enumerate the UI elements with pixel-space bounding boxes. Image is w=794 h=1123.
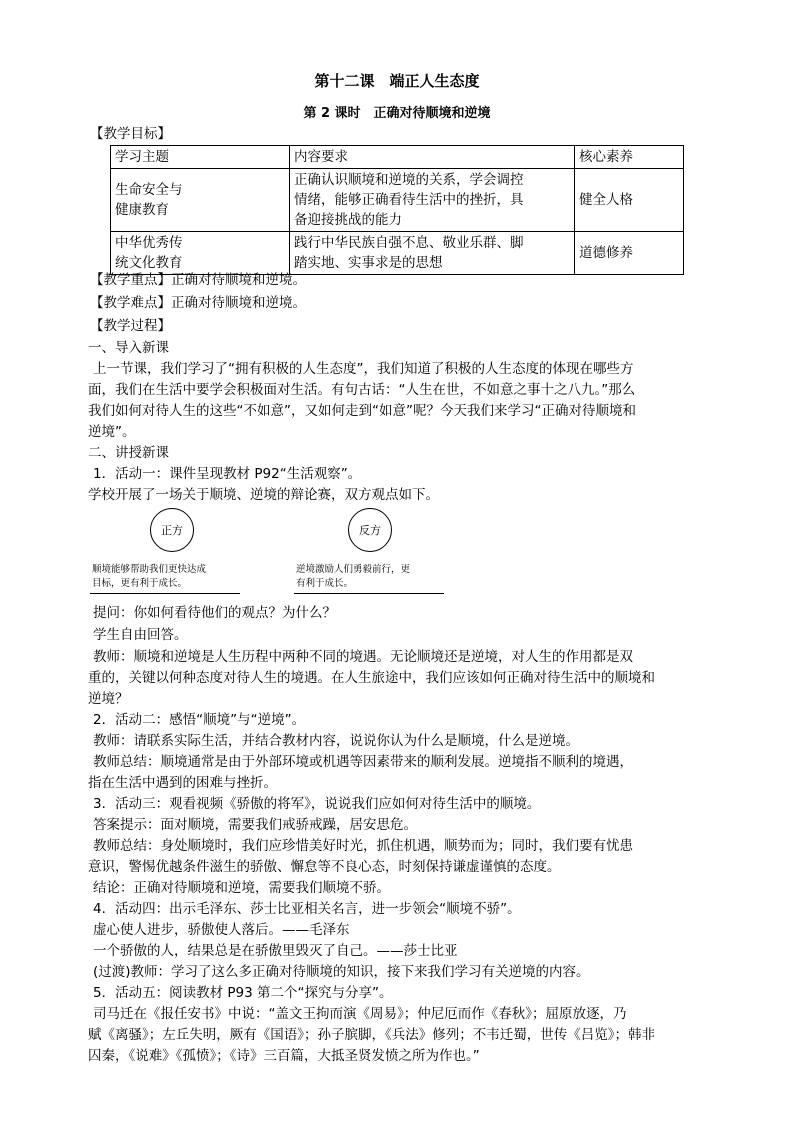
paragraph-line: 学校开展了一场关于顺境、逆境的辩论赛，双方观点如下。 — [88, 487, 439, 503]
quote-line: 一个骄傲的人，结果总是在骄傲里毁灭了自己。——莎士比亚 — [93, 943, 458, 959]
paragraph-line: 司马迁在《报任安书》中说：“盖文王拘而演《周易》；仲尼厄而作《春秋》；屈原放逐，乃 — [93, 1006, 627, 1022]
paragraph-line: 囚秦，《说难》《孤愤》；《诗》三百篇，大抵圣贤发愤之所为作也。” — [88, 1048, 480, 1064]
paragraph-line: 逆境？ — [88, 691, 129, 707]
paragraph-line: (过渡)教师：学习了这么多正确对待顺境的知识，接下来我们学习有关逆境的内容。 — [93, 964, 590, 980]
con-quote-line: 有利于成长。 — [296, 578, 354, 589]
table-row — [111, 232, 684, 275]
lesson-title: 第十二课 端正人生态度 — [314, 72, 480, 90]
pro-quote-rule — [90, 593, 240, 594]
activity-title: 4．活动四：出示毛泽东、莎士比亚相关名言，进一步领会“顺境不骄”。 — [93, 901, 521, 917]
table-header-cell: 内容要求 — [290, 146, 575, 169]
key-point: 【教学重点】正确对待顺境和逆境。 — [90, 272, 306, 288]
con-side-circle: 反方 — [348, 508, 392, 552]
pro-quote-line: 目标，更有利于成长。 — [92, 578, 188, 589]
table-cell-content — [290, 169, 575, 232]
paragraph-line: 提问：你如何看待他们的观点？为什么？ — [93, 605, 336, 621]
table-header-cell: 学习主题 — [111, 146, 290, 169]
paragraph-line: 学生自由回答。 — [93, 627, 188, 643]
objectives-heading: 【教学目标】 — [90, 126, 171, 142]
table-cell-content — [290, 232, 575, 275]
activity-title: 1．活动一：课件呈现教材 P92“生活观察”。 — [93, 466, 362, 482]
pro-side-circle: 正方 — [150, 508, 194, 552]
cell-line: 备迎接挑战的能力 — [294, 212, 402, 228]
section-heading: 一、导入新课 — [88, 340, 169, 356]
paragraph-line: 教师：请联系实际生活，并结合教材内容，说说你认为什么是顺境，什么是逆境。 — [93, 733, 579, 749]
con-quote-rule — [294, 593, 444, 594]
difficulty: 【教学难点】正确对待顺境和逆境。 — [90, 295, 306, 311]
paragraph-line: 重的，关键以何种态度对待人生的境遇。在人生旅途中，我们应该如何正确对待生活中的顺境和 — [88, 670, 655, 686]
paragraph-line: 面，我们在生活中要学会积极面对生活。有句古话：“人生在世，不如意之事十之八九。”那么 — [88, 382, 636, 398]
table-header-row — [111, 146, 684, 169]
paragraph-line: 我们如何对待人生的这些“不如意”，又如何走到“如意”呢？今天我们来学习“正确对待顺境和 — [88, 403, 636, 419]
paragraph-line: 答案提示：面对顺境，需要我们戒骄戒躁，居安思危。 — [93, 817, 417, 833]
table-cell-literacy: 健全人格 — [575, 169, 684, 232]
paragraph-line: 教师总结：顺境通常是由于外部环境或机遇等因素带来的顺利发展。逆境指不顺利的境遇， — [93, 754, 633, 770]
cell-line: 中华优秀传 — [115, 235, 183, 251]
paragraph-line: 教师：顺境和逆境是人生历程中两种不同的境遇。无论顺境还是逆境，对人生的作用都是双 — [93, 649, 633, 665]
cell-line: 生命安全与 — [115, 182, 183, 198]
table-header-cell: 核心素养 — [575, 146, 684, 169]
table-cell-literacy: 道德修养 — [575, 232, 684, 275]
paragraph-line: 上一节课，我们学习了“拥有积极的人生态度”，我们知道了积极的人生态度的体现在哪些方 — [93, 361, 634, 377]
cell-line: 统文化教育 — [115, 255, 183, 271]
paragraph-line: 赋《离骚》；左丘失明，厥有《国语》；孙子膑脚，《兵法》修列；不韦迁蜀，世传《吕览》；韩非 — [88, 1027, 655, 1043]
pro-quote-line: 顺境能够帮助我们更快达成 — [92, 564, 207, 575]
activity-title: 3．活动三：观看视频《骄傲的将军》，说说我们应如何对待生活中的顺境。 — [93, 796, 541, 812]
cell-line: 正确认识顺境和逆境的关系，学会调控 — [294, 172, 524, 188]
cell-line: 情绪，能够正确看待生活中的挫折，具 — [294, 192, 524, 208]
activity-title: 2．活动二：感悟“顺境”与“逆境”。 — [93, 712, 306, 728]
cell-line: 踏实地、实事求是的思想 — [294, 255, 443, 271]
paragraph-line: 逆境”。 — [88, 424, 136, 440]
cell-line: 践行中华民族自强不息、敬业乐群、脚 — [294, 235, 524, 251]
paragraph-line: 指在生活中遇到的困难与挫折。 — [88, 775, 277, 791]
con-quote-line: 逆境激励人们勇毅前行，更 — [296, 564, 411, 575]
lesson-subtitle: 第 2 课时 正确对待顺境和逆境 — [303, 106, 491, 121]
activity-title: 5．活动五：阅读教材 P93 第二个“探究与分享”。 — [93, 985, 393, 1001]
paragraph-line: 教师总结：身处顺境时，我们应珍惜美好时光，抓住机遇，顺势而为；同时，我们要有忧患 — [93, 838, 633, 854]
section-heading: 二、讲授新课 — [88, 445, 169, 461]
table-cell-theme — [111, 232, 290, 275]
table-row — [111, 169, 684, 232]
quote-line: 虚心使人进步，骄傲使人落后。——毛泽东 — [93, 922, 350, 938]
table-cell-theme — [111, 169, 290, 232]
paragraph-line: 结论：正确对待顺境和逆境，需要我们顺境不骄。 — [93, 880, 390, 896]
cell-line: 健康教育 — [115, 202, 169, 218]
paragraph-line: 意识，警惕优越条件滋生的骄傲、懈怠等不良心态，时刻保持谦虚谨慎的态度。 — [88, 859, 561, 875]
process-heading: 【教学过程】 — [90, 318, 171, 334]
objectives-table — [110, 145, 684, 275]
